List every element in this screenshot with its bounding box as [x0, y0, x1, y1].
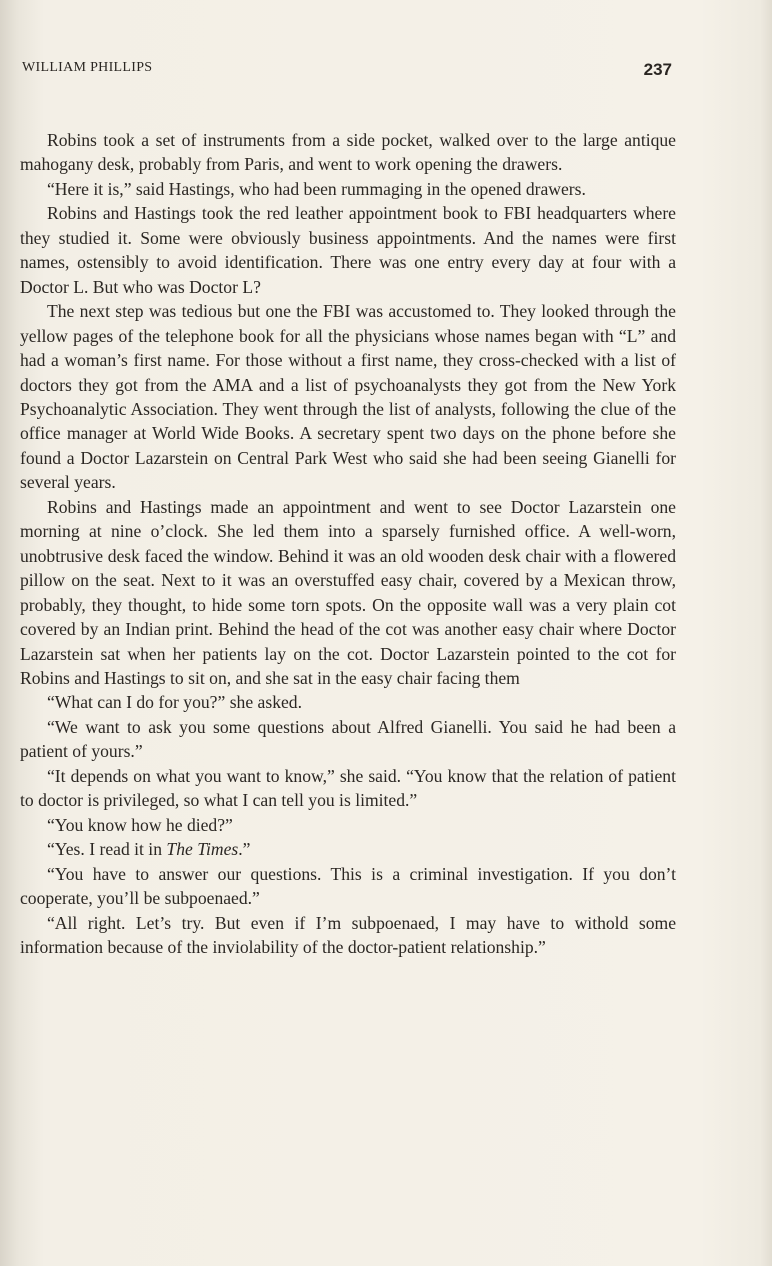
paragraph: “Here it is,” said Hastings, who had been rummaging in the opened drawers. [47, 178, 586, 199]
paragraph: “It depends on what you want to know,” she said. “You know that the relation of patient to doctor is privileged, so what I can tell you is limited.” [20, 765, 676, 811]
body-text [20, 128, 676, 959]
page-number: 237 [643, 60, 672, 79]
paragraph: The next step was tedious but one the FBI was accustomed to. They looked through the yellow pages of the telephone book for all the physicians whose names began with “L” and had a woman’s first name. For those without a first name, they cross-checked with a list of doctors they got from the AMA and a list of psychoanalysts they got from the New York Psychoanalytic Association. They went through the list of analysts, following the clue of the office manager at World Wide Books. A secretary spent two days on the phone before she found a Doctor Lazarstein on Central Park West who said she had been seeing Gianelli for several years. [20, 301, 676, 493]
times-line-before: “Yes. I read it in [47, 839, 167, 860]
paragraph: Robins took a set of instruments from a side pocket, walked over to the large antique mahogany desk, probably from Paris, and went to work opening the drawers. [20, 130, 676, 175]
paragraph [20, 837, 676, 861]
newspaper-title: The Times [166, 839, 239, 860]
paragraph: “All right. Let’s try. But even if I’m subpoenaed, I may have to withold some information because of the inviolability of the doctor-patient relationship.” [20, 912, 676, 957]
paragraph: “What can I do for you?” she asked. [47, 692, 302, 713]
paragraph: Robins and Hastings made an appointment and went to see Doctor Lazarstein one morning at nine o’clock. She led them into a sparsely furnished office. A well-worn, unobtrusive desk faced the window. Behind it was an old wooden desk chair with a flowered pillow on the seat. Next to it was an overstuffed easy chair, covered by a Mexican throw, probably, they thought, to hide some torn spots. On the opposite wall was a very plain cot covered by an Indian print. Behind the head of the cot was another easy chair where Doctor Lazarstein sat when her patients lay on the cot. Doctor Lazarstein pointed to the cot for Robins and Hastings to sit on, and she sat in the easy chair facing them [20, 496, 676, 688]
running-head-author: WILLIAM PHILLIPS [22, 60, 153, 75]
paragraph: Robins and Hastings took the red leather appointment book to FBI headquarters where they studied it. Some were obviously business appointments. And the names were first names, ostensibly to avoid identification. There was one entry every day at four with a Doctor L. But who was Doctor L? [20, 203, 676, 297]
paragraph: “You have to answer our questions. This is a criminal investigation. If you don’t cooperate, you’ll be subpoenaed.” [20, 863, 676, 909]
times-line-after: .” [238, 839, 251, 860]
paragraph: “You know how he died?” [47, 814, 233, 835]
paragraph: “We want to ask you some questions about Alfred Gianelli. You said he had been a patient of yours.” [20, 716, 676, 762]
